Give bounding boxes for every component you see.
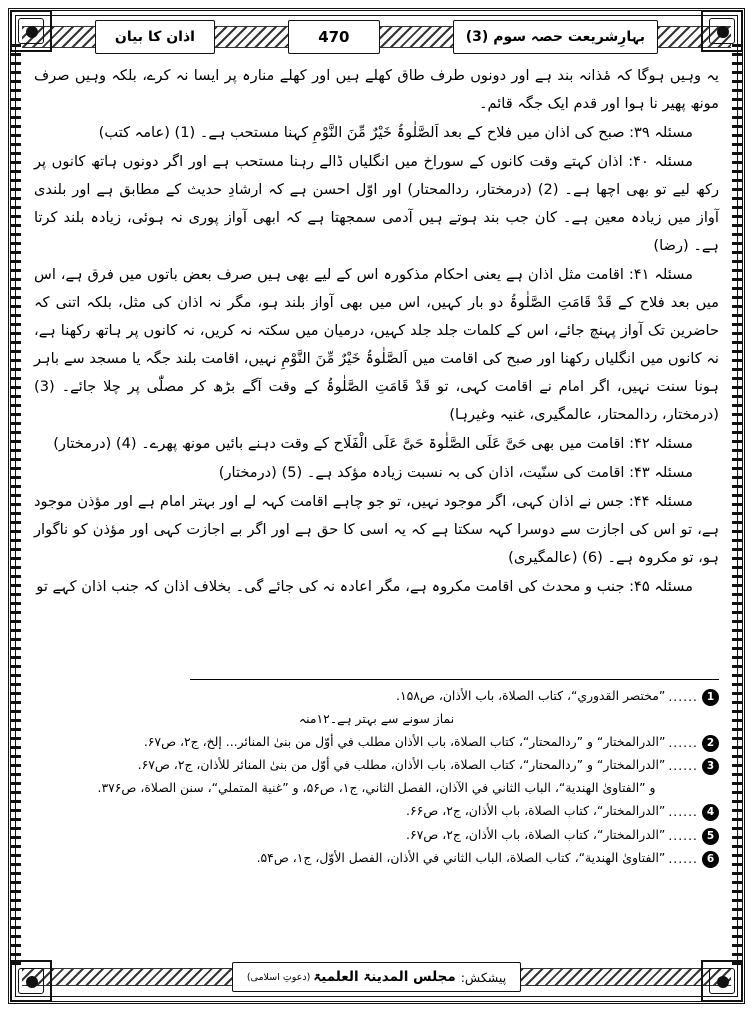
border-ornament-right [732,44,742,968]
publisher-name: مجلس المدینۃ العلمیۃ [313,969,456,985]
footnote-number: 4 [702,804,719,821]
page-footer [22,962,731,992]
footnote-number: 3 [702,758,719,775]
publisher-label: پیشکش: [460,969,507,985]
paragraph-intro: یہ وہیں ہوگا کہ مٔذانہ بند ہے اور دونوں طرف طاق کھلے ہیں اور کھلے منارہ پر ایسا نہ کرے، بلکہ وہیں صرف مونھ پھیر نا ہوا اور قدم ایک جگہ قائم۔ [34,67,719,113]
footnote-list [34,686,719,871]
footnote-text: ”الدرالمختار“ و ”ردالمحتار“، كتاب الصلاة، باب الأذان مطلب في أوّل من بنیٰ المنائر... إلخ، ج۲، ص۶۷. [143,734,666,750]
footnote-leader: ...... [668,689,698,704]
masla-45: مسئلہ ۴۵: جنب و محدث کی اقامت مکروہ ہے، مگر اعادہ نہ کی جائے گی۔ بخلاف اذان کہ جنب اذان کہے تو [36,578,693,596]
header-ornament-mid-left [380,26,453,48]
footer-ornament-right [22,968,232,986]
masla-43: مسئلہ ۴۳: اقامت کی سنّیت، اذان کی بہ نسبت زیادہ مؤکد ہے۔ (5) (درمختار) [218,464,693,482]
publisher-sub: (دعوتِ اسلامی) [246,971,311,983]
chapter-title: اذان کا بیان [95,20,215,54]
footnote-leader: ...... [668,850,698,866]
footnote-translation: نماز سونے سے بہتر ہے۔۱۲منہ [298,711,455,727]
footnote-item [34,686,719,707]
masla-39: مسئلہ ۳۹: صبح کی اذان میں فلاح کے بعد اَلصَّلٰوۃُ خَیْرٌ مِّنَ النَّوْمِ کہنا مستحب ہے۔ (1) (عامہ کتب) [98,124,693,142]
footnote-leader: ...... [668,827,698,843]
footnote-text: ”الدرالمختار“، كتاب الصلاة، باب الأذان، ج۲، ص۶۶. [406,803,666,819]
footnote-number: 1 [702,689,719,706]
header-ornament-left [658,26,731,48]
footnote-text: ”الفتاویٰ الهندية“، كتاب الصلاة، الباب الثاني في الأذان، الفصل الأوّل، ج۱، ص۵۴. [256,849,666,865]
footnote-item [34,825,719,846]
footnote-separator [190,679,719,680]
masla-44: مسئلہ ۴۴: جس نے اذان کہی، اگر موجود نہیں، تو جو چاہے اقامت کہہ لے اور بہتر امام ہے اور مؤذن موجود ہے، تو اس کی اجازت سے دوسرا کہہ سکتا ہے کہ یہ اسی کا حق ہے اور اگر بے اجازت کہی اور مؤذن کو ناگوار ہو، تو مکروہ ہے۔ (6) (عالمگیری) [34,493,719,567]
masla-40: مسئلہ ۴۰: اذان کہتے وقت کانوں کے سوراخ میں انگلیاں ڈالے رہنا مستحب ہے اور اگر دونوں ہاتھ کانوں پر رکھ لیے تو بھی اچھا ہے۔ (2) (درمختار، ردالمحتار) اور اوّل احسن ہے کہ ارشادِ حدیث کے مطابق ہے اور بلندی آواز میں زیادہ معین ہے۔ کان جب بند ہوتے ہیں آدمی سمجھتا ہے کہ ابھی آواز پوری نہ ہوئی، زیادہ بلند کرتا ہے۔ (رضا) [34,153,719,255]
header-ornament-mid-right [215,26,288,48]
footnote-item [34,732,719,753]
footnote-leader: ...... [668,804,698,820]
footnote-continuation: و ”الفتاویٰ الهندية“، الباب الثاني في الآذان، الفصل الثاني، ج۱، ص۵۶، و ”غنیة المتملي“، سنن الصلاة، ص۳۷۶. [97,780,656,796]
body-text [34,62,719,602]
masla-42: مسئلہ ۴۲: اقامت میں بھی حَیَّ عَلَی الصَّلٰوۃ حَیَّ عَلَی الْفَلَاح کے وقت دہنے بائیں مونھ پھرے۔ (4) (درمختار) [53,435,693,453]
footnote-leader: ...... [668,758,698,774]
footnote-text: ”مختصر القدوري“، كتاب الصلاة، باب الأذان، ص۱۵۸. [395,688,666,703]
footnote-text: ”الدرالمختار“، كتاب الصلاة، باب الأذان، ج۲، ص۶۷. [406,826,666,842]
footnote-text: ”الدرالمختار“ و ”ردالمحتار“، كتاب الصلاة، باب الأذان، مطلب في أوّل من بنیٰ المنائر للأذان، ج۲، ص۶۷. [137,757,666,773]
page-number: 470 [288,20,380,54]
footnote-item [34,848,719,869]
footnote-number: 6 [702,851,719,868]
footnote-number: 5 [702,828,719,845]
footnote-item [34,755,719,776]
page-header [22,20,731,54]
masla-41: مسئلہ ۴۱: اقامت مثل اذان ہے یعنی احکام مذکورہ اس کے لیے بھی ہیں صرف بعض باتوں میں فرق ہے، اس میں بعد فلاح کے قَدْ قَامَتِ الصَّلٰوۃُ دو بار کہیں، اس میں بھی آواز بلند ہو، مگر نہ اذان کی مثل، بلکہ اتنی کہ حاضرین تک آواز پہنچ جائے، اس کے کلمات جلد جلد کہیں، درمیان میں سکتہ نہ کریں، نہ کانوں پر ہاتھ رکھنا ہے، نہ کانوں میں انگلیاں رکھنا اور صبح کی اقامت میں اَلصَّلٰوۃُ خَیْرٌ مِّنَ النَّوْمِ نہیں، اقامت بلند جگہ یا مسجد سے باہر ہونا سنت نہیں، اگر امام نے اقامت کہی، تو قَدْ قَامَتِ الصَّلٰوۃُ کے وقت آگے بڑھ کر مصلّٰی پر چلا جائے۔ (3) (درمختار، ردالمحتار، عالمگیری، غنیہ وغیرہا) [34,266,719,424]
header-ornament-right [22,26,95,48]
border-ornament-left [11,44,21,968]
publisher-credit [232,962,521,992]
footnote-number: 2 [702,735,719,752]
book-title: بہارِشریعت حصہ سوم (3) [453,20,658,54]
footer-ornament-left [521,968,731,986]
footnote-item [34,801,719,822]
footnote-leader: ...... [668,735,698,751]
